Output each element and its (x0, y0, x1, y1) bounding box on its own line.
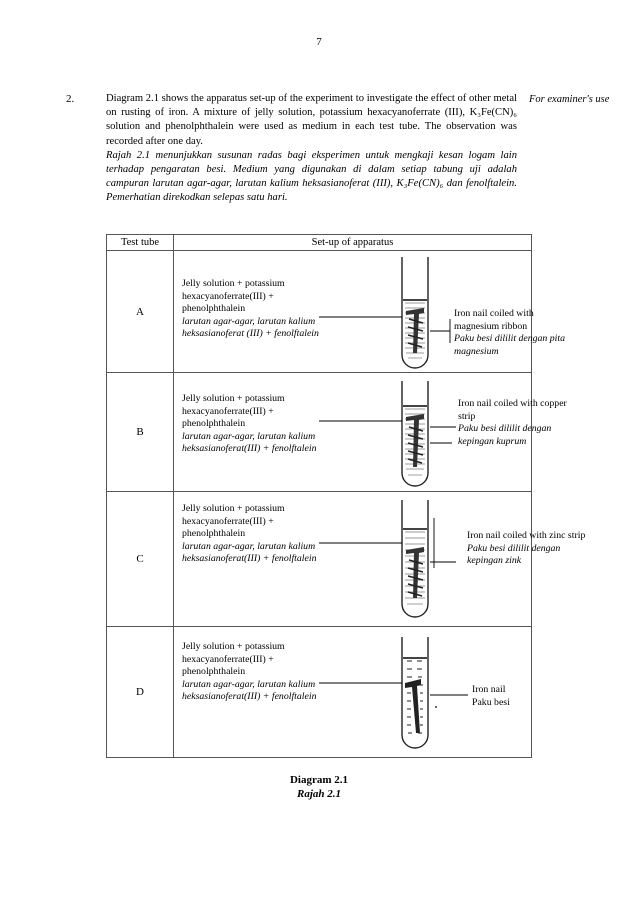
medium-label-malay: larutan agar-agar, larutan kalium heksasianoferat(III) + fenolftalein (182, 678, 317, 703)
question-text-malay: Rajah 2.1 menunjukkan susunan radas bagi eksperimen untuk mengkaji kesan logam lain terhadap pengaratan besi. Medium yang digunakan di dalam setiap tabung uji adalah campuran larutan agar-agar, larutan kalium heksasianoferat (III), K₃Fe(CN)₆ dan fenolftalein. Pemerhatian direkodkan selepas satu hari. (106, 149, 517, 204)
header-setup: Set-up of apparatus (174, 235, 532, 251)
nail-label-c (467, 530, 587, 568)
tube-label-a: A (107, 251, 174, 373)
nail-label-d (472, 684, 552, 709)
table-header-row (107, 235, 532, 251)
setup-cell-a (174, 251, 566, 373)
nail-label-malay: Paku besi (472, 696, 510, 708)
question-number: 2. (66, 93, 75, 105)
nail-label-english: Iron nail coiled with magnesium ribbon (454, 308, 534, 332)
caption-malay: Rajah 2.1 (296, 788, 341, 800)
tube-label-c: C (107, 492, 174, 627)
setup-cell-b (174, 373, 567, 492)
page-number: 7 (316, 36, 322, 48)
examiner-use-note: For examiner's use (529, 94, 610, 105)
medium-label-english: Jelly solution + potassium hexacyanoferrate(III) + phenolphthalein (182, 393, 285, 430)
tube-label-b: B (107, 373, 174, 492)
table-row-a (107, 251, 532, 373)
nail-label-a (454, 308, 572, 358)
medium-label-malay: larutan agar-agar, larutan kalium heksasianoferat (III) + fenolftalein (182, 315, 319, 340)
question-text (106, 92, 517, 206)
medium-label-english: Jelly solution + potassium hexacyanoferrate(III) + phenolphthalein (182, 641, 285, 678)
medium-label-malay: larutan agar-agar, larutan kalium heksasianoferat(III) + fenolftalein (182, 430, 317, 455)
nail-label-english: Iron nail (472, 684, 506, 695)
tube-label-d: D (107, 627, 174, 758)
setup-cell-d (174, 627, 532, 758)
nail-label-malay: Paku besi dililit dengan pita magnesium (454, 333, 566, 357)
nail-label-malay: Paku besi dililit dengan kepingan kuprum (458, 423, 552, 447)
table-row-b (107, 373, 532, 492)
table-row-c (107, 492, 532, 627)
nail-label-english: Iron nail coiled with zinc strip (467, 530, 586, 541)
nail-label-english: Iron nail coiled with copper strip (458, 398, 567, 422)
medium-label-malay: larutan agar-agar, larutan kalium heksasianoferat(III) + fenolftalein (182, 540, 317, 565)
diagram-caption (0, 773, 638, 801)
question-text-english: Diagram 2.1 shows the apparatus set-up of the experiment to investigate the effect of other metal on rusting of iron. A mixture of jelly solution, potassium hexacyanoferrate (III), K₃Fe(CN)₆ solution and phenolphthalein were used as medium in each test tube. The observation was recorded after one day. (106, 93, 517, 147)
medium-label-english: Jelly solution + potassium hexacyanoferrate(III) + phenolphthalein (182, 278, 285, 315)
medium-label-english: Jelly solution + potassium hexacyanoferrate(III) + phenolphthalein (182, 503, 285, 540)
caption-english: Diagram 2.1 (289, 774, 349, 786)
table-row-d (107, 627, 532, 758)
apparatus-table (106, 234, 586, 758)
setup-cell-c (174, 492, 586, 627)
nail-label-b (458, 398, 576, 448)
header-test-tube: Test tube (107, 235, 174, 251)
nail-label-malay: Paku besi dililit dengan kepingan zink (467, 542, 561, 567)
